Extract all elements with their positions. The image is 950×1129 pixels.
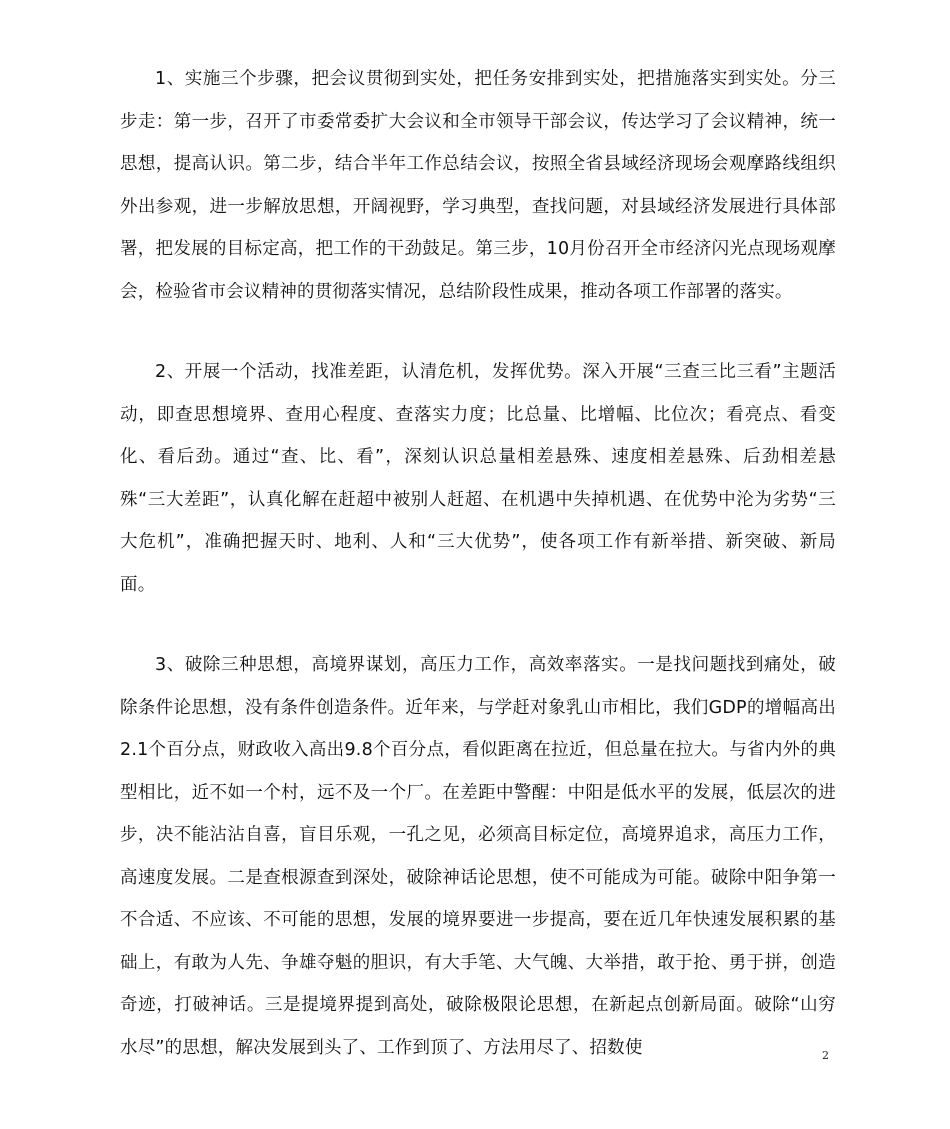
paragraph-3: 3、破除三种思想，高境界谋划，高压力工作，高效率落实。一是找问题找到痛处，破除条件论思想，没有条件创造条件。近年来，与学赶对象乳山市相比，我们GDP的增幅高出2.1个百分点，财政收入高出9.8个百分点，看似距离在拉近，但总量在拉大。与省内外的典型相比，近不如一个村，远不及一个厂。在差距中警醒：中阳是低水平的发展，低层次的进步，决不能沾沾自喜，盲目乐观，一孔之见，必须高目标定位，高境界追求，高压力工作，高速度发展。二是查根源查到深处，破除神话论思想，使不可能成为可能。破除中阳争第一不合适、不应该、不可能的思想，发展的境界要进一步提高，要在近几年快速发展积累的基础上，有敢为人先、争雄夺魁的胆识，有大手笔、大气魄、大举措，敢于抢、勇于拼，创造奇迹，打破神话。三是提境界提到高处，破除极限论思想，在新起点创新局面。破除“山穷水尽”的思想，解决发展到头了、工作到顶了、方法用尽了、招数使 bbox=[120, 655, 836, 1058]
paragraph-1: 1、实施三个步骤，把会议贯彻到实处，把任务安排到实处，把措施落实到实处。分三步走：第一步，召开了市委常委扩大会议和全市领导干部会议，传达学习了会议精神，统一思想，提高认识。第二步，结合半年工作总结会议，按照全省县域经济现场会观摩路线组织外出参观，进一步解放思想，开阔视野，学习典型，查找问题，对县域经济发展进行具体部署，把发展的目标定高，把工作的干劲鼓足。第三步，10月份召开全市经济闪光点现场观摩会，检验省市会议精神的贯彻落实情况，总结阶段性成果，推动各项工作部署的落实。 bbox=[120, 69, 836, 302]
document-body bbox=[120, 58, 836, 1107]
page-number: 2 bbox=[822, 1049, 829, 1062]
paragraph-2: 2、开展一个活动，找准差距，认清危机，发挥优势。深入开展“三查三比三看”主题活动，即查思想境界、查用心程度、查落实力度；比总量、比增幅、比位次；看亮点、看变化、看后劲。通过“查、比、看”，深刻认识总量相差悬殊、速度相差悬殊、后劲相差悬殊“三大差距”，认真化解在赶超中被别人赶超、在机遇中失掉机遇、在优势中沦为劣势“三大危机”，准确把握天时、地利、人和“三大优势”，使各项工作有新举措、新突破、新局面。 bbox=[120, 362, 836, 595]
